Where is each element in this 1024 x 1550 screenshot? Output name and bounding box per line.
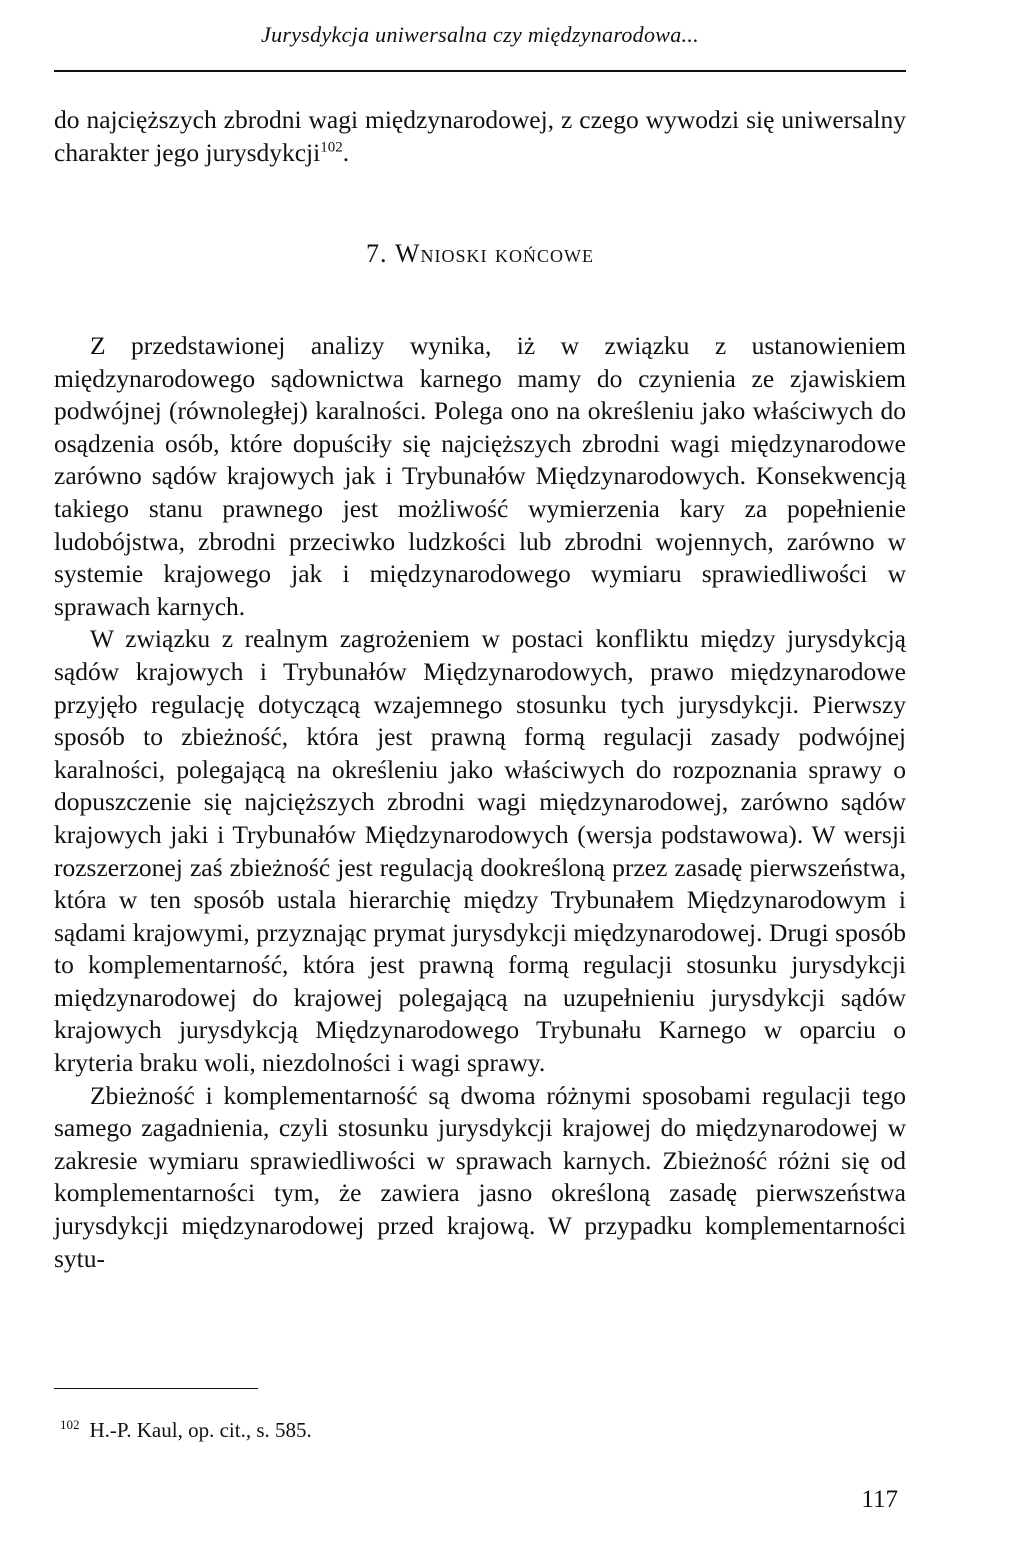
page-number: 117 bbox=[861, 1486, 898, 1513]
footnote-text: H.-P. Kaul, op. cit., s. 585. bbox=[89, 1418, 312, 1442]
section-heading bbox=[54, 239, 906, 269]
footnote bbox=[60, 1418, 312, 1443]
intro-text: do najcięższych zbrodni wagi międzynarodowej, z czego wywodzi się uniwersalny charakter jego jurysdykcji bbox=[54, 105, 906, 167]
paragraph-2: W związku z realnym zagrożeniem w postaci konfliktu między jurysdykcją sądów krajowych i Trybunałów Międzynarodowych, prawo międzynarodowe przyjęło regulację dotyczącą wzajemnego stosunku tych jurysdykcji. Pierwszy sposób to zbieżność, która jest prawną formą regulacji zasady podwójnej karalności, polegającą na określeniu jako właściwych do rozpoznania sprawy o dopuszczenie się najcięższych zbrodni wagi międzynarodowej, zarówno sądów krajowych jaki i Trybunałów Międzynarodowych (wersja podstawowa). W wersji rozszerzonej zaś zbieżność jest regulacją dookreśloną przez zasadę pierwszeństwa, która w ten sposób ustala hierarchię między Trybunałem Międzynarodowym i sądami krajowymi, przyznając prymat jurysdykcji międzynarodowej. Drugi sposób to komplementarność, która jest prawną formą regulacji stosunku jurysdykcji międzynarodowej do krajowej polegającą na uzupełnieniu jurysdykcji sądów krajowych jurysdykcją Międzynarodowego Trybunału Karnego w oparciu o kryteria braku woli, niezdolności i wagi sprawy. bbox=[54, 624, 906, 1078]
header-rule bbox=[54, 70, 906, 72]
footnote-reference[interactable]: 102 bbox=[320, 139, 343, 156]
running-header: Jurysdykcja uniwersalna czy międzynarodowa... bbox=[261, 22, 699, 47]
main-body bbox=[54, 330, 906, 1275]
section-number: 7. bbox=[365, 239, 388, 268]
paragraph-3: Zbieżność i komplementarność są dwoma różnymi sposobami regulacji tego samego zagadnienia, czyli stosunku jurysdykcji krajowej do międzynarodowej w zakresie wymiaru sprawiedliwości w sprawach karnych. Zbieżność różni się od komplementarności tym, że zawiera jasno określoną zasadę pierwszeństwa jurysdykcji międzynarodowej przed krajową. W przypadku komplementarności sytu- bbox=[54, 1080, 906, 1273]
footnote-separator bbox=[54, 1388, 258, 1389]
footnote-number: 102 bbox=[60, 1417, 80, 1432]
intro-paragraph bbox=[54, 104, 906, 169]
document-page bbox=[54, 0, 906, 1550]
section-title: Wnioski końcowe bbox=[394, 239, 595, 268]
intro-text-end: . bbox=[342, 137, 350, 167]
paragraph-1: Z przedstawionej analizy wynika, iż w związku z ustanowieniem międzynarodowego sądownictwa karnego mamy do czynienia ze zjawiskiem podwójnej (równoległej) karalności. Polega ono na określeniu jako właściwych do osądzenia osób, które dopuściły się najcięższych zbrodni wagi międzynarodowe zarówno sądów krajowych jak i Trybunałów Międzynarodowych. Konsekwencją takiego stanu prawnego jest możliwość wymierzenia kary za popełnienie ludobójstwa, zbrodni przeciwko ludzkości lub zbrodni wojennych, zarówno w systemie krajowego jak i międzynarodowego wymiaru sprawiedliwości w sprawach karnych. bbox=[54, 331, 906, 621]
